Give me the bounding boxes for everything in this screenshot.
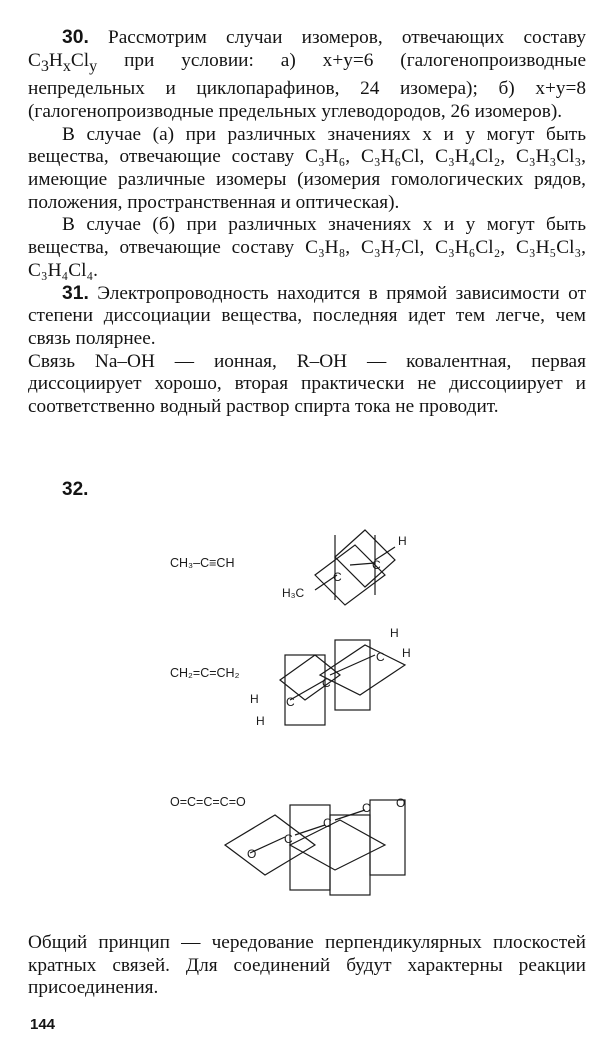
atom-c-3a: C	[284, 832, 293, 846]
problem-30-label: 30.	[62, 27, 89, 48]
allene-structure	[280, 640, 405, 725]
atom-h-2a: H	[250, 692, 259, 706]
p30a-text-2: , имеющие различные изомеры (изомерия гомологических рядов, положения, пространственная и оптическая).	[28, 146, 586, 213]
plane-3b	[290, 820, 385, 870]
formula-carbon-suboxide: O=C=C=C=O	[170, 795, 246, 809]
p30-cl: Cl	[70, 49, 90, 71]
atom-h-2c: H	[390, 626, 399, 640]
atom-c-3c: C	[362, 801, 371, 815]
atom-c-2a: C	[286, 695, 295, 709]
plane-3e	[370, 800, 405, 875]
p30-h: H	[48, 49, 63, 71]
propyne-structure	[315, 530, 395, 605]
atom-c-2b: C	[322, 676, 331, 690]
paragraph-30a	[28, 124, 586, 215]
paragraph-30b	[28, 214, 586, 282]
atom-c-3b: C	[323, 816, 332, 830]
molecular-orbital-diagram	[150, 515, 450, 935]
p31-text: Электропроводность находится в прямой зависимости от степени диссоциации вещества, последняя идет тем легче, чем связь полярнее.	[28, 282, 586, 349]
plane-2a	[280, 655, 340, 700]
atom-h-2d: H	[402, 646, 411, 660]
p31b-text: Связь Na–OH — ионная, R–OH — ковалентная, первая диссоциирует хорошо, вторая практически не диссоциирует и соответственно водный раствор спирта тока не проводит.	[28, 350, 586, 418]
atom-c-1a: C	[372, 558, 381, 572]
atom-c-2c: C	[376, 650, 385, 664]
bond-5	[330, 655, 375, 675]
paragraph-31b	[28, 351, 586, 419]
paragraph-30	[28, 27, 586, 124]
plane-3a	[225, 815, 315, 875]
p30-sub-x: x	[62, 57, 71, 75]
principle-paragraph	[28, 932, 586, 1000]
principle-text: Общий принцип — чередование перпендикулярных плоскостей кратных связей. Для соединений будут характерны реакции присоединения.	[28, 932, 586, 999]
plane-1a	[335, 530, 395, 587]
atom-o-3b: O	[396, 796, 406, 810]
formula-propyne: CH₃–C≡CH	[170, 556, 235, 570]
p30-sub-y: y	[89, 57, 98, 75]
paragraph-30-block	[28, 27, 586, 419]
atom-h-2b: H	[256, 714, 265, 728]
p30-text-2: при условии: а) x+y=6 (галогенопроизводные непредельных и циклопарафинов, 24 изомера); б) x+y=8 (галогенопроизводные предельных углеводородов, 26 изомеров).	[28, 49, 586, 122]
formula-allene: CH₂=C=CH₂	[170, 666, 240, 680]
problem-31-label: 31.	[62, 282, 89, 304]
paragraph-31	[28, 283, 586, 351]
atom-h3c: H₃C	[282, 586, 305, 600]
p30-text-1: Рассмотрим случаи изомеров, отвечающих составу C	[28, 27, 586, 71]
atom-o-3a: O	[247, 847, 257, 861]
page-number: 144	[30, 1016, 56, 1033]
p30a-formulas: C₃H₆, C₃H₆Cl, C₃H₄Cl₂, C₃H₃Cl₃	[305, 146, 582, 168]
p30b-text-1: В случае (б) при различных значениях x и y могут быть вещества, отвечающие составу	[28, 214, 586, 259]
p30b-formulas: C₃H₈, C₃H₇Cl, C₃H₆Cl₂, C₃H₅Cl₃, C₃H₄Cl₄.	[28, 237, 586, 281]
problem-32-label: 32.	[62, 479, 89, 500]
atom-c-1b: C	[333, 570, 342, 584]
plane-2b	[320, 645, 405, 695]
p30a-text-1: В случае (а) при различных значениях x и y могут быть вещества, отвечающие составу	[28, 123, 586, 168]
p30-sub-c: 3	[40, 57, 49, 75]
atom-h-1: H	[398, 534, 407, 548]
